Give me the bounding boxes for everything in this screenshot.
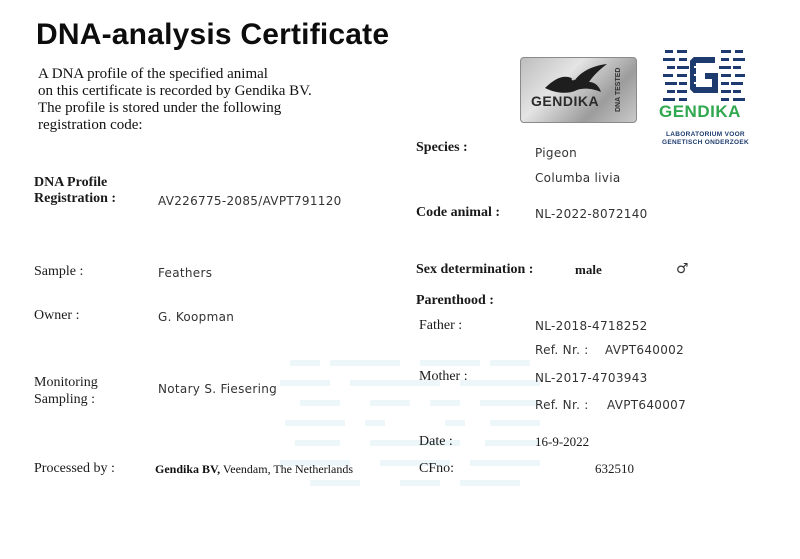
species-label: Species : xyxy=(416,140,468,155)
intro-text xyxy=(38,66,312,134)
eagle-silhouette-icon xyxy=(543,62,609,96)
dna-profile-label-1: DNA Profile xyxy=(34,175,108,190)
date-label: Date : xyxy=(419,434,453,449)
sex-determination-label: Sex determination : xyxy=(416,262,534,277)
certificate-title: DNA-analysis Certificate xyxy=(36,18,390,51)
father-value: NL-2018-4718252 xyxy=(535,319,648,333)
father-ref-value: AVPT640002 xyxy=(605,343,685,357)
gendika-g-dna-logo-icon xyxy=(663,46,745,104)
monitoring-label-2: Sampling : xyxy=(34,392,96,407)
dna-tested-badge xyxy=(520,57,637,123)
logo-subtitle-line-2: GENETISCH ONDERZOEK xyxy=(662,139,749,146)
sample-value: Feathers xyxy=(158,266,213,280)
father-ref-label: Ref. Nr. : xyxy=(535,343,589,357)
code-animal-value: NL-2022-8072140 xyxy=(535,207,648,221)
badge-brand-text: GENDIKA xyxy=(531,93,600,109)
intro-line-1: A DNA profile of the specified animal xyxy=(38,66,268,82)
mother-ref-value: AVPT640007 xyxy=(607,398,687,412)
processed-location: Veendam, The Netherlands xyxy=(220,462,353,476)
male-symbol-icon: ♂ xyxy=(676,261,689,277)
mother-value: NL-2017-4703943 xyxy=(535,371,648,385)
processed-value xyxy=(155,462,353,477)
cfno-value: 632510 xyxy=(595,461,634,476)
logo-subtitle-line-1: LABORATORIUM VOOR xyxy=(666,131,745,138)
watermark-logo-icon xyxy=(270,340,570,510)
species-value-latin: Columba livia xyxy=(535,171,621,185)
mother-ref-label: Ref. Nr. : xyxy=(535,398,589,412)
dna-profile-label-2: Registration : xyxy=(34,191,117,206)
gendika-logo-subtitle xyxy=(662,131,749,147)
father-label: Father : xyxy=(419,318,463,333)
intro-line-2: on this certificate is recorded by Gendika BV. xyxy=(38,83,312,99)
badge-tested-text: DNA TESTED xyxy=(615,67,622,113)
sample-label: Sample : xyxy=(34,264,84,279)
parenthood-label: Parenthood : xyxy=(416,293,494,308)
date-value: 16-9-2022 xyxy=(535,434,590,449)
owner-label: Owner : xyxy=(34,308,80,323)
code-animal-label: Code animal : xyxy=(416,205,500,220)
dna-profile-value: AV226775-2085/AVPT791120 xyxy=(158,194,342,208)
mother-label: Mother : xyxy=(419,369,468,384)
monitoring-value: Notary S. Fiesering xyxy=(158,382,278,396)
processed-label: Processed by : xyxy=(34,461,115,476)
owner-value: G. Koopman xyxy=(158,310,235,324)
sex-determination-value: male xyxy=(575,262,602,277)
intro-line-3: The profile is stored under the following xyxy=(38,100,282,116)
monitoring-label-1: Monitoring xyxy=(34,375,98,390)
cfno-label: CFno: xyxy=(419,461,455,476)
species-value-common: Pigeon xyxy=(535,146,578,160)
intro-line-4: registration code: xyxy=(38,117,143,133)
processed-company: Gendika BV, xyxy=(155,462,221,476)
gendika-logo-name: GENDIKA xyxy=(659,102,741,121)
